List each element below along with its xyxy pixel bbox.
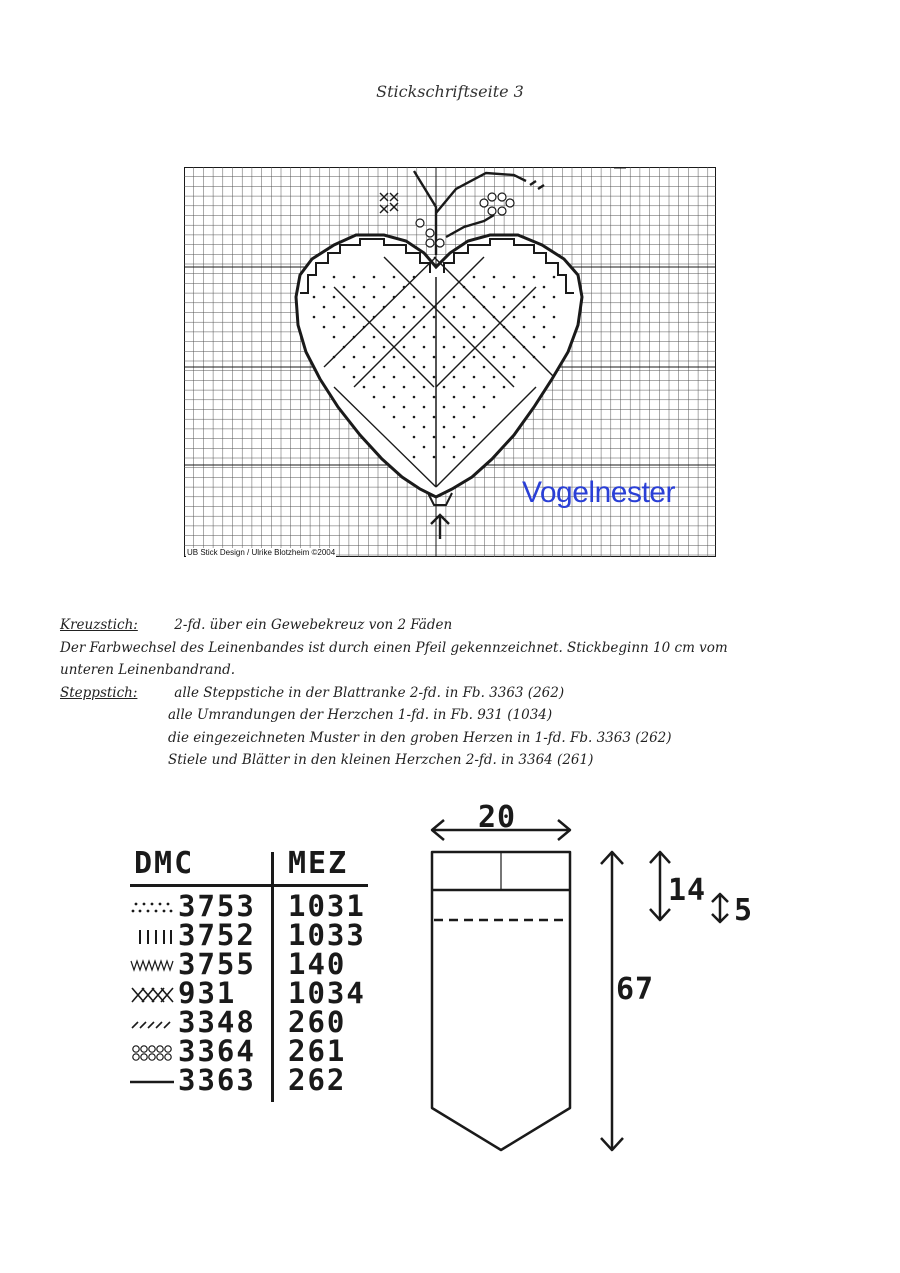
legend-dmc: 3753 (178, 889, 256, 923)
dimension-small-offset-label: 5 (734, 893, 754, 928)
dimension-width-label: 20 (478, 800, 517, 835)
kreuzstich-label: Kreuzstich: (60, 617, 138, 633)
page-title: Stickschriftseite 3 (376, 82, 524, 101)
kreuzstich-text: 2-fd. über ein Gewebekreuz von 2 Fäden (174, 617, 453, 633)
legend-mez: 140 (288, 947, 347, 981)
legend-mez: 260 (288, 1005, 347, 1039)
v-symbol-icon (130, 958, 174, 974)
legend-dmc: 931 (178, 976, 237, 1010)
legend-row (128, 1034, 373, 1068)
dash-symbol-icon (130, 1016, 174, 1032)
legend-dmc: 3755 (178, 947, 256, 981)
legend-mez: 1031 (288, 889, 366, 923)
kreuzstich-row (60, 614, 860, 637)
legend-dmc: 3363 (178, 1063, 256, 1097)
legend-row (128, 889, 373, 923)
line-symbol-icon (130, 1074, 174, 1090)
legend-mez: 1033 (288, 918, 366, 952)
steppstich-label: Steppstich: (60, 684, 138, 701)
vertical-lines-symbol-icon (130, 929, 174, 945)
farbwechsel-line-2: unteren Leinenbandrand. (60, 662, 236, 678)
dimension-total-length-label: 67 (616, 972, 655, 1007)
legend-dmc: 3364 (178, 1034, 256, 1068)
steppstich-line-3: die eingezeichneten Muster in den groben Herzen in 1-fd. Fb. 3363 (262) (168, 729, 672, 746)
steppstich-line-4: Stiele und Blätter in den kleinen Herzchen 2-fd. in 3364 (261) (168, 752, 594, 768)
color-legend (128, 846, 373, 1106)
bookmark-dimensions-diagram (420, 790, 780, 1170)
legend-dmc: 3348 (178, 1005, 256, 1039)
steppstich-line-1: alle Steppstiche in der Blattranke 2-fd. in Fb. 3363 (262) (174, 684, 565, 701)
top-band-arrow (650, 852, 670, 920)
legend-mez: 261 (288, 1034, 347, 1068)
bookmark-outline (432, 852, 570, 1150)
steppstich-row (60, 682, 860, 705)
chart-credit: UB Stick Design / Ulrike Blotzheim ©2004 (187, 548, 336, 557)
legend-row (128, 1005, 373, 1039)
legend-mez: 1034 (288, 976, 366, 1010)
legend-header-dmc: DMC (134, 846, 195, 881)
cross-symbol-icon (130, 987, 174, 1003)
pattern-name: Vogelnester (522, 476, 675, 509)
legend-row (128, 976, 373, 1010)
farbwechsel-line-1: Der Farbwechsel des Leinenbandes ist durch einen Pfeil gekennzeichnet. Stickbeginn 10 cm vom (60, 639, 728, 656)
legend-header-mez: MEZ (288, 846, 349, 881)
legend-row (128, 947, 373, 981)
dimension-top-band-label: 14 (668, 873, 707, 908)
legend-dmc: 3752 (178, 918, 256, 952)
legend-row (128, 918, 373, 952)
legend-mez: 262 (288, 1063, 347, 1097)
circle-symbol-icon (130, 1045, 174, 1061)
small-offset-arrow (712, 894, 728, 922)
legend-row (128, 1063, 373, 1097)
dots-symbol-icon (130, 900, 174, 916)
instructions-block (60, 614, 860, 772)
legend-divider-horizontal (130, 884, 368, 887)
steppstich-line-2: alle Umrandungen der Herzchen 1-fd. in Fb. 931 (1034) (168, 707, 553, 723)
